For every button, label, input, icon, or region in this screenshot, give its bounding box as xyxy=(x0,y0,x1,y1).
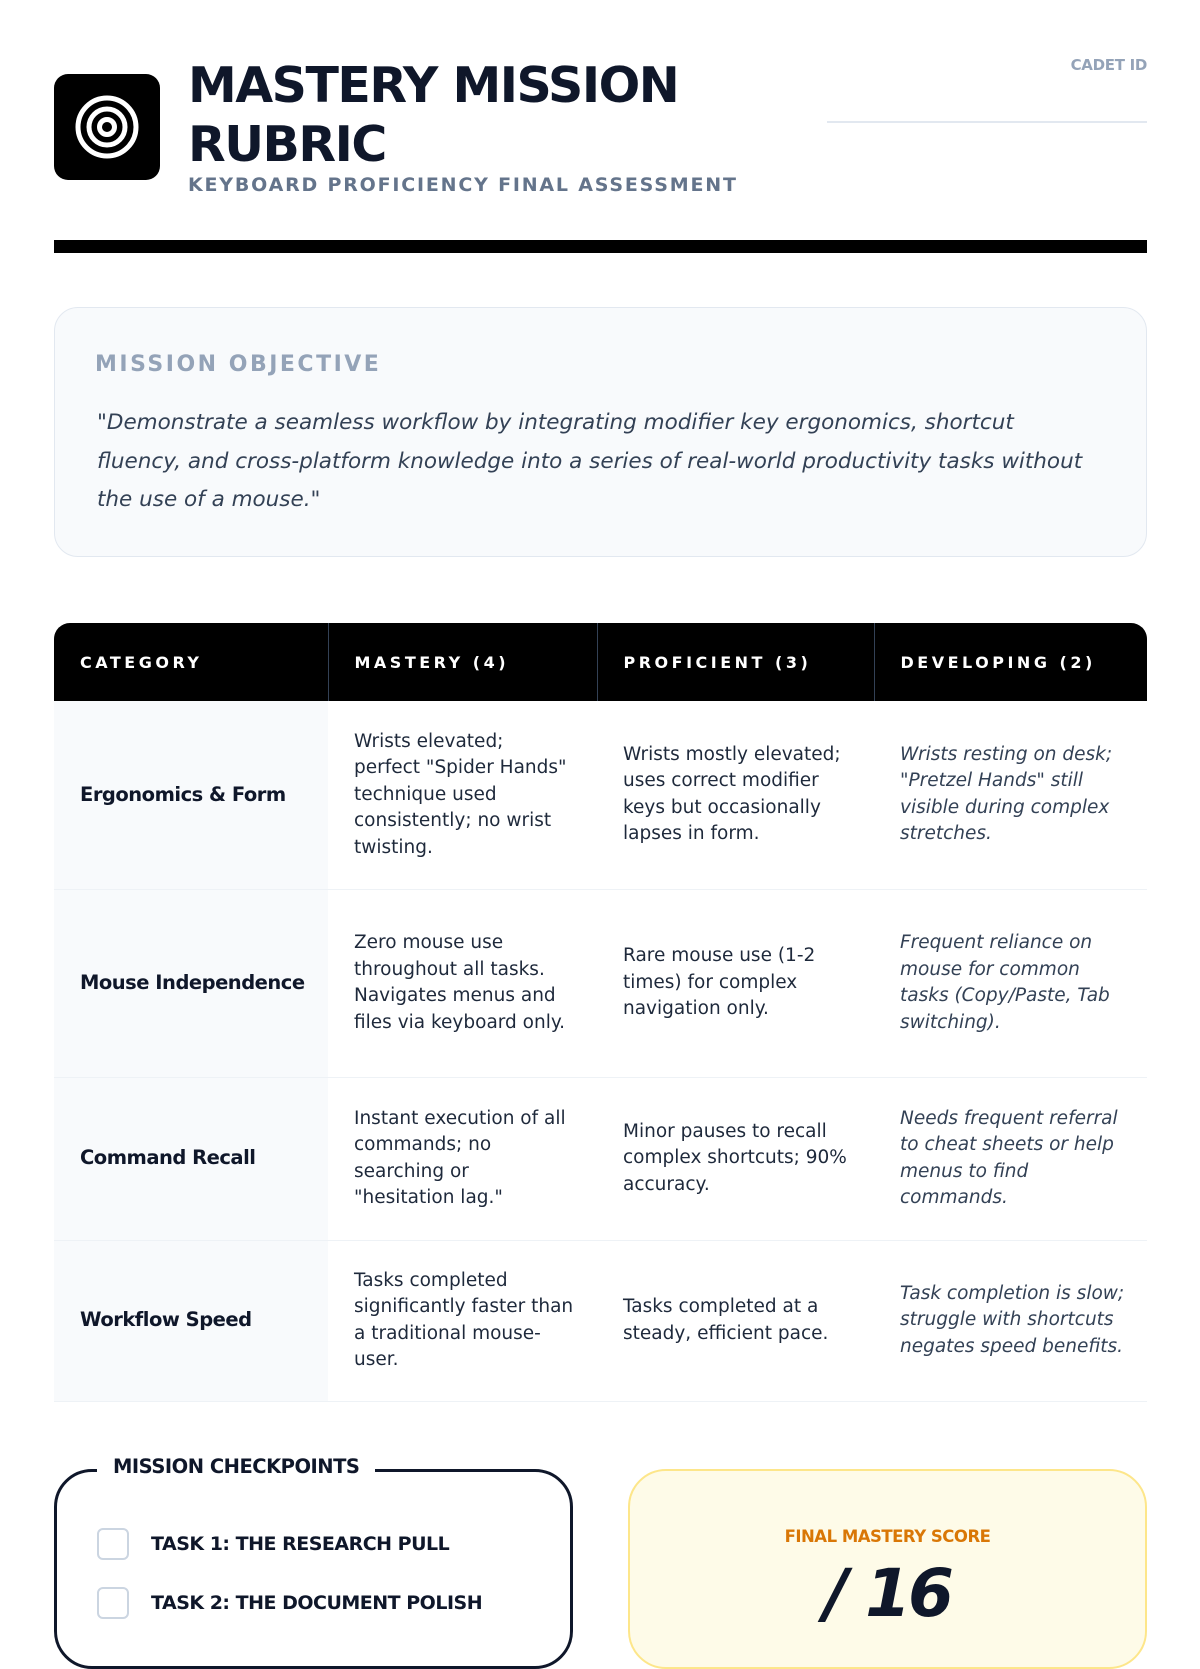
proficient-cell: Wrists mostly elevated; uses correct modifier keys but occasionally lapses in form. xyxy=(597,701,874,889)
page-subtitle: KEYBOARD PROFICIENCY FINAL ASSESSMENT xyxy=(188,174,738,196)
column-header-category: CATEGORY xyxy=(54,623,328,701)
page-title: MASTERY MISSION RUBRIC xyxy=(188,57,679,173)
checkbox[interactable] xyxy=(97,1528,129,1560)
checkpoints-title: MISSION CHECKPOINTS xyxy=(97,1455,375,1478)
category-cell: Mouse Independence xyxy=(54,889,328,1077)
proficient-cell: Tasks completed at a steady, efficient pace. xyxy=(597,1240,874,1401)
table-row xyxy=(54,1240,1147,1401)
cadet-id-field[interactable] xyxy=(827,121,1147,123)
checkpoint-label: TASK 1: THE RESEARCH PULL xyxy=(151,1533,450,1555)
header-divider xyxy=(54,240,1147,253)
category-cell: Ergonomics & Form xyxy=(54,701,328,889)
objective-heading: MISSION OBJECTIVE xyxy=(95,352,382,377)
table-row xyxy=(54,1077,1147,1240)
mission-checkpoints-panel xyxy=(54,1455,573,1669)
mastery-cell: Wrists elevated; perfect "Spider Hands" technique used consistently; no wrist twisting. xyxy=(328,701,597,889)
logo xyxy=(54,74,160,180)
checkpoint-item[interactable] xyxy=(97,1527,449,1561)
column-header-proficient: PROFICIENT (3) xyxy=(597,623,874,701)
cadet-id-label: CADET ID xyxy=(1070,56,1147,74)
mission-objective-card xyxy=(54,307,1147,557)
header xyxy=(54,56,1147,206)
final-score-card xyxy=(628,1469,1147,1669)
mastery-cell: Instant execution of all commands; no searching or "hesitation lag." xyxy=(328,1077,597,1240)
column-header-mastery: MASTERY (4) xyxy=(328,623,597,701)
developing-cell: Needs frequent referral to cheat sheets or help menus to find commands. xyxy=(874,1077,1147,1240)
checkpoint-label: TASK 2: THE DOCUMENT POLISH xyxy=(151,1592,483,1614)
mastery-cell: Tasks completed significantly faster than a traditional mouse-user. xyxy=(328,1240,597,1401)
proficient-cell: Rare mouse use (1-2 times) for complex navigation only. xyxy=(597,889,874,1077)
objective-text: "Demonstrate a seamless workflow by integrating modifier key ergonomics, shortcut fluency, and cross-platform knowledge into a series of real-world productivity tasks without the use of a mouse." xyxy=(97,410,1083,512)
developing-cell: Frequent reliance on mouse for common tasks (Copy/Paste, Tab switching). xyxy=(874,889,1147,1077)
checkbox[interactable] xyxy=(97,1587,129,1619)
rubric-table xyxy=(54,623,1147,1402)
table-row xyxy=(54,889,1147,1077)
checkpoint-item[interactable] xyxy=(97,1586,482,1620)
mastery-cell: Zero mouse use throughout all tasks. Navigates menus and files via keyboard only. xyxy=(328,889,597,1077)
final-score-value: / 16 xyxy=(824,1555,951,1632)
proficient-cell: Minor pauses to recall complex shortcuts; 90% accuracy. xyxy=(597,1077,874,1240)
rubric-page xyxy=(54,0,1147,1632)
developing-cell: Wrists resting on desk; "Pretzel Hands" still visible during complex stretches. xyxy=(874,701,1147,889)
category-cell: Workflow Speed xyxy=(54,1240,328,1401)
column-header-developing: DEVELOPING (2) xyxy=(874,623,1147,701)
category-cell: Command Recall xyxy=(54,1077,328,1240)
developing-cell: Task completion is slow; struggle with shortcuts negates speed benefits. xyxy=(874,1240,1147,1401)
table-header-row xyxy=(54,623,1147,701)
table-row xyxy=(54,701,1147,889)
target-icon xyxy=(74,94,140,160)
final-score-label: FINAL MASTERY SCORE xyxy=(784,1527,991,1546)
